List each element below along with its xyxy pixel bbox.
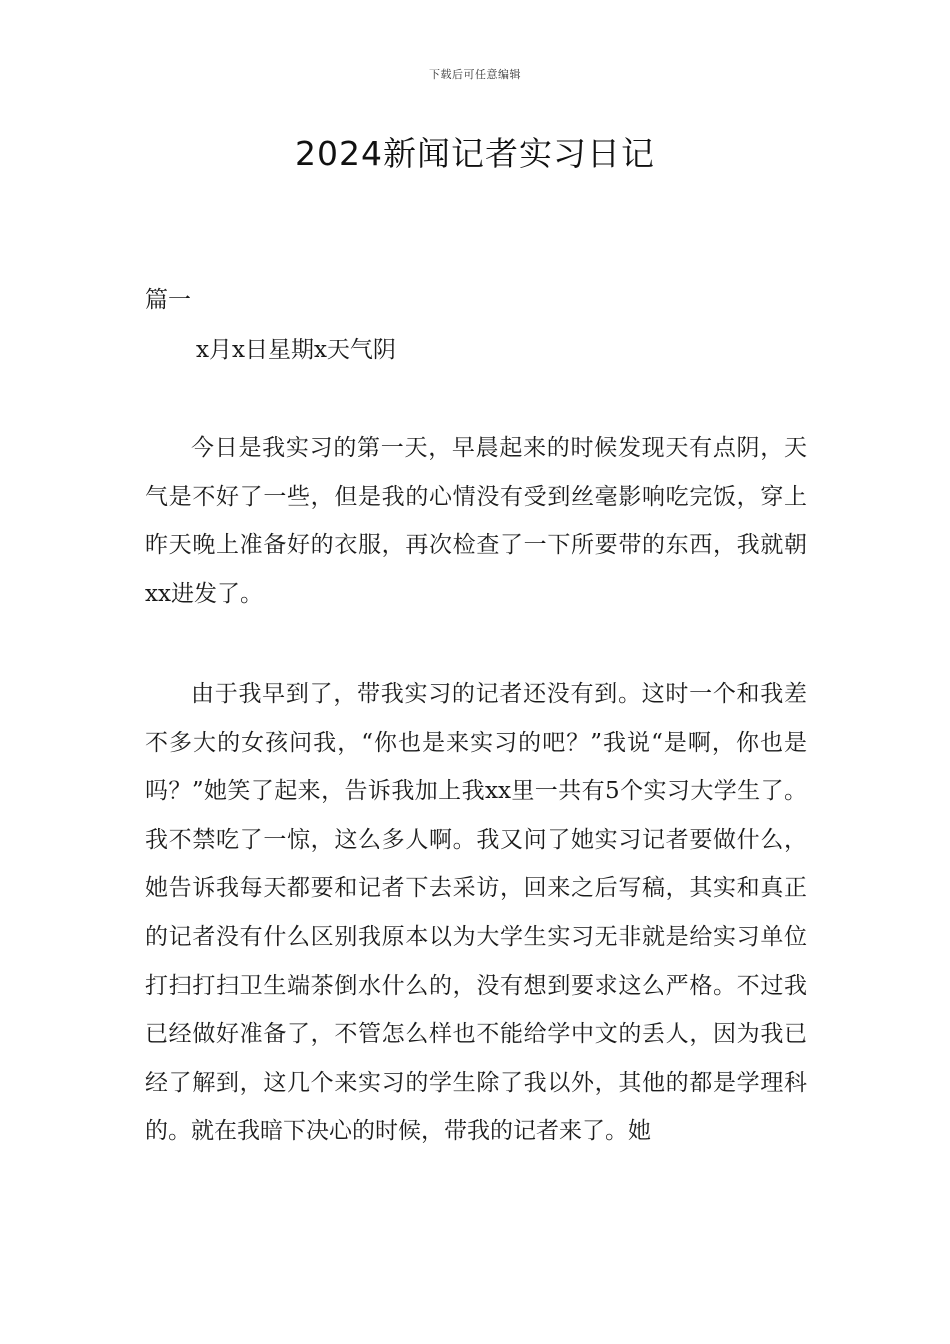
section-label: 篇一	[145, 287, 191, 313]
paragraph: 今日是我实习的第一天，早晨起来的时候发现天有点阴，天气是不好了一些，但是我的心情没有受到丝毫影响吃完饭，穿上昨天晚上准备好的衣服，再次检查了一下所要带的东西，我就朝xx进发了。	[145, 435, 807, 607]
document-title: 2024新闻记者实习日记	[295, 134, 655, 173]
diary-date-line: x月x日星期x天气阴	[196, 337, 396, 363]
paragraph: 由于我早到了，带我实习的记者还没有到。这时一个和我差不多大的女孩问我，“你也是来实习的吧？”我说“是啊，你也是吗？”她笑了起来，告诉我加上我xx里一共有5个实习大学生了。我不禁吃了一惊，这么多人啊。我又问了她实习记者要做什么，她告诉我每天都要和记者下去采访，回来之后写稿，其实和真正的记者没有什么区别我原本以为大学生实习无非就是给实习单位打扫打扫卫生端茶倒水什么的，没有想到要求这么严格。不过我已经做好准备了，不管怎么样也不能给学中文的丢人，因为我已经了解到，这几个来实习的学生除了我以外，其他的都是学理科的。就在我暗下决心的时候，带我的记者来了。她	[145, 681, 807, 1145]
header-note: 下载后可任意编辑	[429, 68, 521, 81]
